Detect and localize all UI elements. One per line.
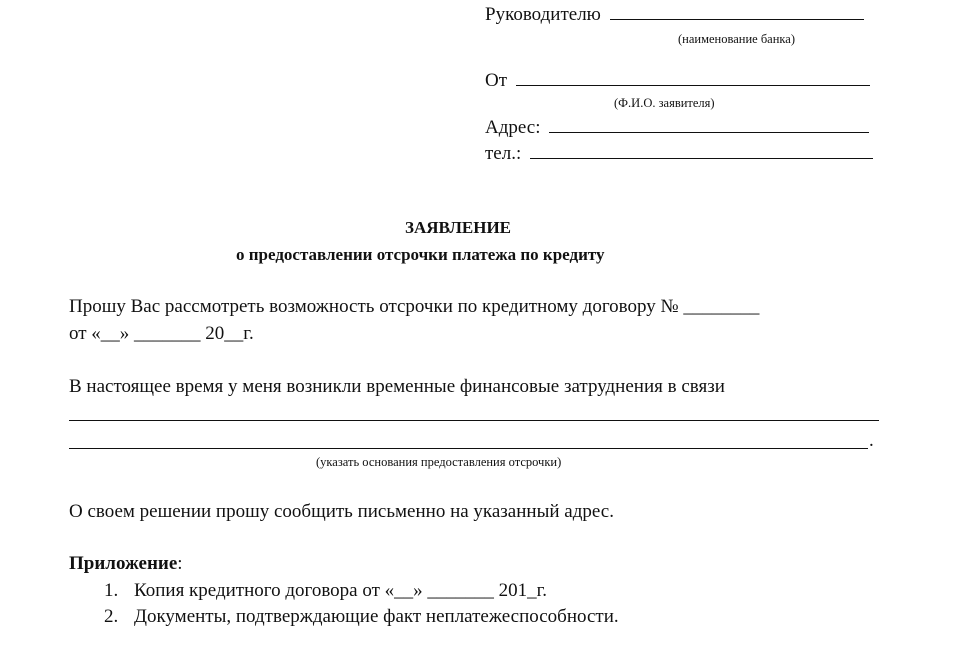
recipient-hint: (наименование банка) xyxy=(678,32,796,46)
address-label: Адрес: xyxy=(485,117,541,138)
recipient-label: Руководителю xyxy=(485,4,601,25)
from-hint: (Ф.И.О. заявителя) xyxy=(614,96,715,110)
decision-text: О своем решении прошу сообщить письменно на указанный адрес. xyxy=(69,501,614,522)
reason-hint: (указать основания предоставления отсрочки) xyxy=(316,455,562,469)
phone-input-line[interactable] xyxy=(530,157,873,159)
reason-end-period: . xyxy=(869,430,874,451)
address-input-line[interactable] xyxy=(549,131,869,133)
list-item xyxy=(104,606,619,632)
recipient-row xyxy=(485,4,864,26)
list-item-number: 2. xyxy=(104,606,119,627)
contract-number-blank[interactable]: ________ xyxy=(683,296,760,317)
list-item xyxy=(104,580,619,606)
attachments-colon: : xyxy=(177,553,183,574)
phone-label: тел.: xyxy=(485,143,522,164)
from-label: От xyxy=(485,70,508,91)
attachments-list xyxy=(104,580,619,632)
address-row xyxy=(485,117,869,139)
attachments-heading xyxy=(69,553,183,575)
request-text: Прошу Вас рассмотреть возможность отсрочки по кредитному договору № xyxy=(69,296,679,317)
phone-row xyxy=(485,143,873,165)
reason-intro: В настоящее время у меня возникли временные финансовые затруднения в связи xyxy=(69,376,725,397)
list-item-text: Документы, подтверждающие факт неплатежеспособности. xyxy=(134,606,619,627)
document-subtitle: о предоставлении отсрочки платежа по кредиту xyxy=(236,245,605,264)
request-line-2: от «__» _______ 20__г. xyxy=(69,323,254,344)
recipient-input-line[interactable] xyxy=(610,18,864,20)
from-input-line[interactable] xyxy=(516,84,870,86)
request-line-1 xyxy=(69,296,759,318)
list-item-number: 1. xyxy=(104,580,119,601)
reason-input-line-2[interactable] xyxy=(69,448,868,449)
attachments-label: Приложение xyxy=(69,553,178,574)
reason-input-line-1[interactable] xyxy=(69,420,879,421)
list-item-text: Копия кредитного договора от «__» _______ 201_г. xyxy=(134,580,548,601)
from-row xyxy=(485,70,870,92)
document-title: ЗАЯВЛЕНИЕ xyxy=(405,218,512,237)
